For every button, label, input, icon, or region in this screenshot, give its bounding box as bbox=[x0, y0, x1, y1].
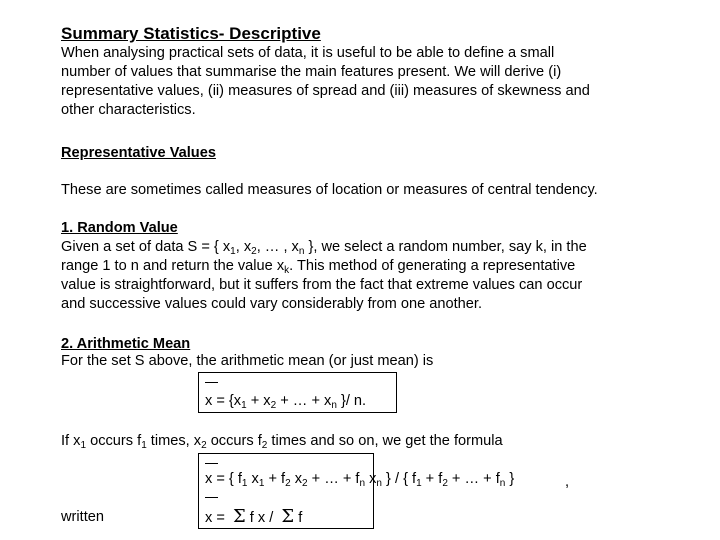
representative-values-text: These are sometimes called measures of location or measures of central tendency. bbox=[61, 182, 598, 198]
page-title: Summary Statistics- Descriptive bbox=[61, 24, 321, 43]
random-line-2: range 1 to n and return the value $x_k$. This method of generating a representative bbox=[61, 258, 576, 276]
random-value-paragraph bbox=[61, 238, 587, 314]
summation-formula: x = Σ f x / Σ f bbox=[205, 506, 303, 527]
representative-values-heading: Representative Values bbox=[61, 145, 216, 161]
intro-paragraph bbox=[61, 44, 590, 120]
arithmetic-mean-intro: For the set S above, the arithmetic mean (or just mean) is bbox=[61, 353, 434, 369]
intro-line: representative values, (ii) measures of spread and (iii) measures of skewness and bbox=[61, 83, 590, 99]
intro-line: number of values that summarise the main features present. We will derive (i) bbox=[61, 64, 562, 80]
written-label: written bbox=[61, 509, 104, 525]
arithmetic-mean-heading: 2. Arithmetic Mean bbox=[61, 336, 191, 352]
intro-line: other characteristics. bbox=[61, 102, 196, 118]
random-line-1: Given a set of data S = { $x_1$, $x_2$, … , $x_n$ }, we select a random number, say k, in the bbox=[61, 239, 587, 257]
random-value-heading: 1. Random Value bbox=[61, 220, 178, 236]
x-bar-overline bbox=[205, 497, 218, 498]
x-bar-overline bbox=[205, 382, 218, 383]
random-line-3: value is straightforward, but it suffers from the fact that extreme values can occur bbox=[61, 277, 583, 293]
random-line-4: and successive values could vary considerably from one another. bbox=[61, 296, 483, 312]
sigma-symbol: Σ bbox=[232, 506, 246, 527]
x-bar-overline bbox=[205, 463, 218, 464]
mean-formula: $x = \{x_1 + x_2$ + … + $x_n$ }/ n. bbox=[205, 393, 367, 411]
intro-line: When analysing practical sets of data, it is useful to be able to define a small bbox=[61, 45, 555, 61]
formula-comma: , bbox=[565, 474, 570, 490]
weighted-mean-formula: x = { $f_1$ $x_1 + f_2$ $x_2$ + … + $f_n$ $x_n$ } / { $f_1 + f_2$ + … + $f_n$ } bbox=[205, 471, 515, 489]
frequency-sentence: If $x_1$ occurs $f_1$ times, $x_2$ occurs $f_2$ times and so on, we get the formula bbox=[61, 433, 503, 451]
sigma-symbol: Σ bbox=[281, 506, 295, 527]
